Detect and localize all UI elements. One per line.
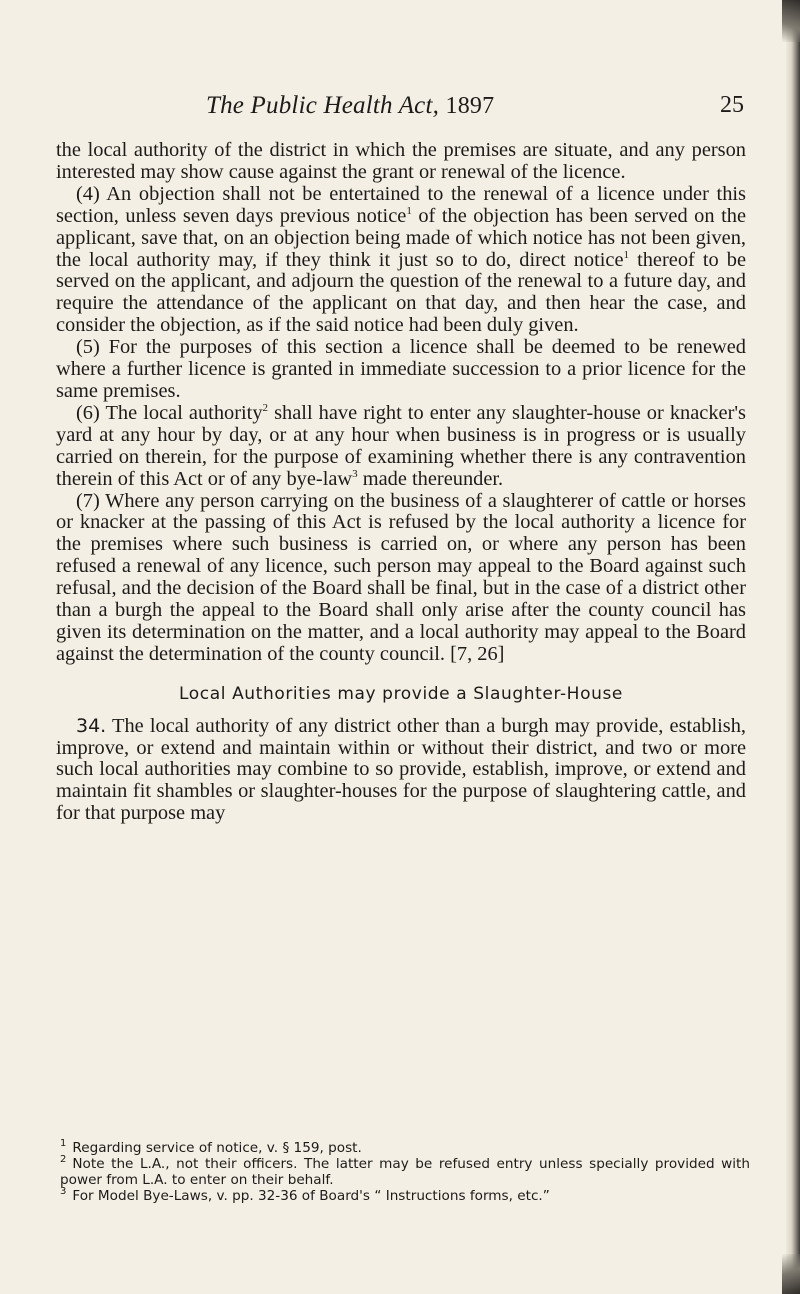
section-34: 34. The local authority of any district other than a burgh may provide, establish, improve, or extend and maintain within or without their district, and two or more such local authorities may combine to so provide, establish, improve, or extend and maintain fit shambles or slaughter-houses for the purpose of slaughtering cattle, and for that purpose may xyxy=(56,714,746,825)
footnote-1: $^1$ Regarding service of notice, v. § 159, post. xyxy=(60,1138,362,1156)
running-title: The Public Health Act, 1897 xyxy=(206,92,495,119)
footnote-ref: 2 xyxy=(262,402,269,415)
paragraph-5: (5) For the purposes of this section a licence shall be deemed to be renewed where a further licence is granted in immediate succession to a prior licence for the same premises. xyxy=(56,336,746,402)
section-number: 34. xyxy=(76,714,107,737)
footnotes xyxy=(60,1140,750,1204)
paragraph-7: (7) Where any person carrying on the business of a slaughterer of cattle or horses or knacker at the passing of this Act is refused by the local authority a licence for the premises where such business is carried on, or where any person has been refused a renewal of any licence, such person may appeal to the Board against such refusal, and the decision of the Board shall be final, but in the case of a district other than a burgh the appeal to the Board shall only arise after the county council has given its determination on the matter, and a local authority may appeal to the Board against the determination of the county council. [7, 26] xyxy=(56,489,746,665)
paragraph-continued: the local authority of the district in which the premises are situate, and any person interested may show cause against the grant or renewal of the licence. xyxy=(56,139,746,183)
paragraph-6: (6) The local authority$^2$ shall have right to enter any slaughter-house or knacker's yard at any hour by day, or at any hour when business is in progress or is usually carried on therein, for the purpose of examining whether there is any contravention therein of this Act or of any bye-law$^3$ made thereunder. xyxy=(56,401,746,490)
footnote-3: $^3$ For Model Bye-Laws, v. pp. 32-36 of Board's “ Instructions forms, etc.” xyxy=(60,1186,550,1204)
body-text xyxy=(56,140,746,825)
running-header xyxy=(206,92,744,126)
footnote-2: $^2$ Note the L.A., not their officers. The latter may be refused entry unless specially provided with power from L.A. to enter on their behalf. xyxy=(60,1154,750,1188)
section-heading: Local Authorities may provide a Slaughter-House xyxy=(179,683,623,704)
page-edge-shadow xyxy=(786,0,800,1294)
footnote-ref: 3 xyxy=(352,467,358,480)
page-corner-top xyxy=(782,0,800,42)
page-number: 25 xyxy=(720,92,744,118)
running-year: 1897 xyxy=(445,93,495,119)
paragraph-4: (4) An objection shall not be entertained to the renewal of a licence under this section, unless seven days previous notice$^1$ of the objection has been served on the applicant, save that, on an objection being made of which notice has not been given, the local authority may, if they think it just so to do, direct notice$^1$ thereof to be served on the applicant, and adjourn the question of the renewal to a future day, and require the attendance of the applicant on that day, and then hear the case, and consider the objection, as if the said notice had been duly given. xyxy=(56,182,746,337)
page-corner-bottom xyxy=(782,1254,800,1294)
footnote-ref: 1 xyxy=(406,204,412,217)
footnote-ref: 1 xyxy=(623,248,630,261)
